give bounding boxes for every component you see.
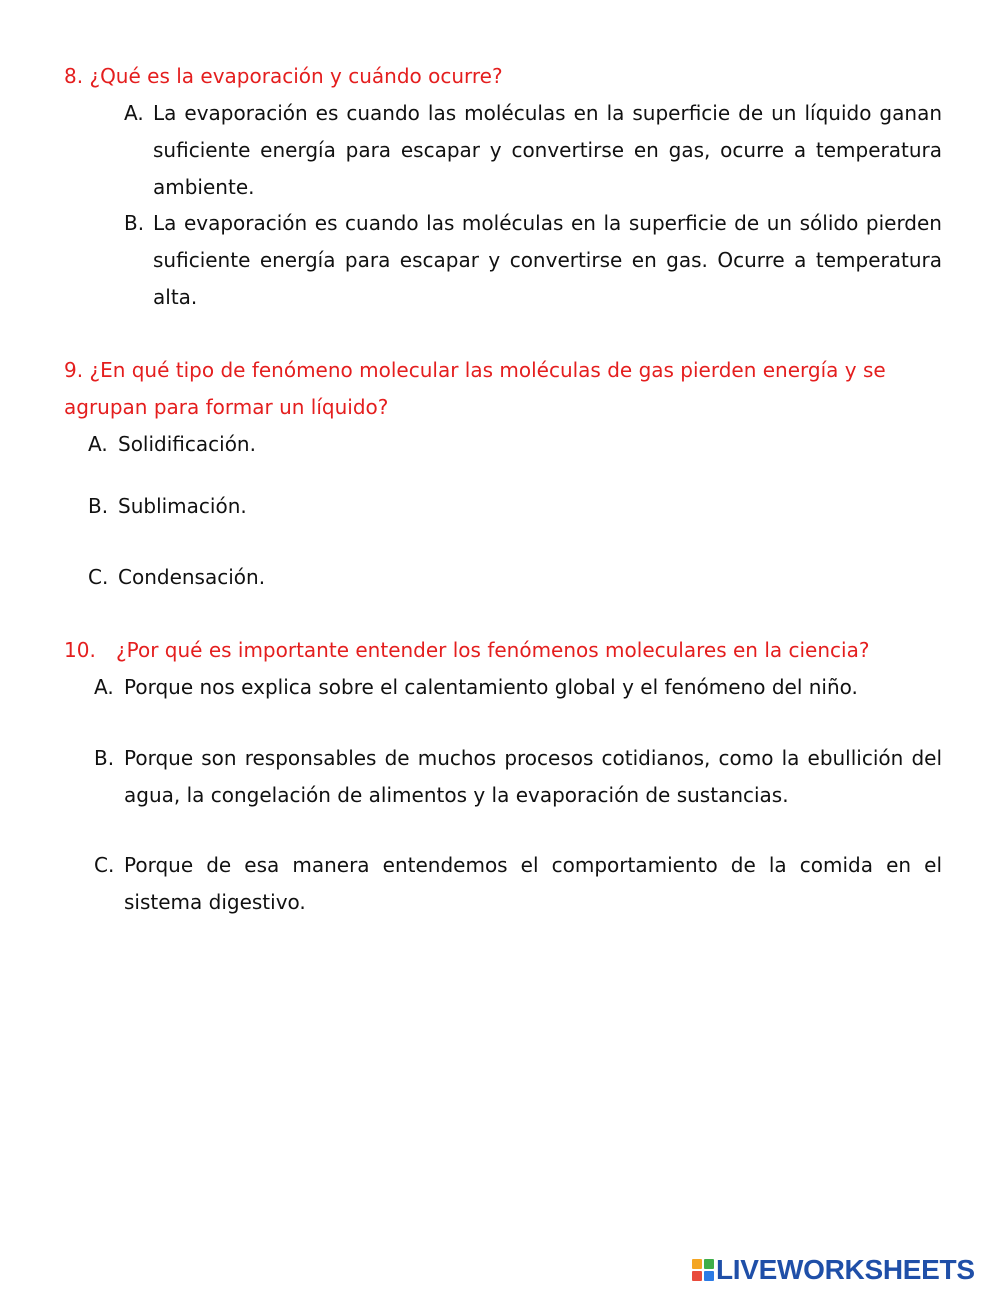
option-letter: B. — [124, 211, 145, 235]
option-text: Porque de esa manera entendemos el comportamiento de la comida en el sistema digestivo. — [124, 853, 942, 914]
brand-name: LIVEWORKSHEETS — [716, 1254, 975, 1285]
option-text: Condensación. — [118, 565, 266, 589]
question-10 — [64, 632, 944, 669]
liveworksheets-brand[interactable] — [692, 1255, 975, 1285]
question-number: 10. — [64, 638, 96, 662]
question-number: 9. — [64, 358, 84, 382]
option-text: Solidificación. — [118, 432, 256, 456]
option-text: Sublimación. — [118, 494, 247, 518]
option-letter: A. — [94, 675, 114, 699]
question-8 — [64, 58, 944, 95]
option-letter: A. — [88, 432, 108, 456]
question-8-option-b[interactable] — [124, 205, 942, 316]
question-9-option-b[interactable] — [88, 488, 588, 525]
option-letter: B. — [94, 746, 115, 770]
option-letter: A. — [124, 101, 144, 125]
question-text: ¿Por qué es importante entender los fenómenos moleculares en la ciencia? — [116, 638, 870, 662]
option-text: Porque son responsables de muchos procesos cotidianos, como la ebullición del agua, la congelación de alimentos y la evaporación de sustancias. — [124, 746, 942, 807]
question-text: ¿En qué tipo de fenómeno molecular las moléculas de gas pierden energía y se agrupan para formar un líquido? — [64, 358, 886, 419]
option-letter: C. — [88, 565, 109, 589]
liveworksheets-logo-icon — [692, 1259, 714, 1281]
question-text: ¿Qué es la evaporación y cuándo ocurre? — [89, 64, 503, 88]
question-9 — [64, 352, 944, 426]
question-number: 8. — [64, 64, 84, 88]
option-text: La evaporación es cuando las moléculas en la superficie de un sólido pierden suficiente energía para escapar y convertirse en gas. Ocurre a temperatura alta. — [153, 211, 942, 309]
option-letter: B. — [88, 494, 109, 518]
option-text: La evaporación es cuando las moléculas en la superficie de un líquido ganan suficiente energía para escapar y convertirse en gas, ocurre a temperatura ambiente. — [153, 101, 942, 199]
question-10-option-a[interactable] — [94, 669, 942, 706]
option-text: Porque nos explica sobre el calentamiento global y el fenómeno del niño. — [124, 675, 858, 699]
question-10-option-c[interactable] — [94, 847, 942, 921]
question-9-option-a[interactable] — [88, 426, 588, 463]
question-10-option-b[interactable] — [94, 740, 942, 814]
question-9-option-c[interactable] — [88, 559, 588, 596]
option-letter: C. — [94, 853, 115, 877]
question-8-option-a[interactable] — [124, 95, 942, 206]
